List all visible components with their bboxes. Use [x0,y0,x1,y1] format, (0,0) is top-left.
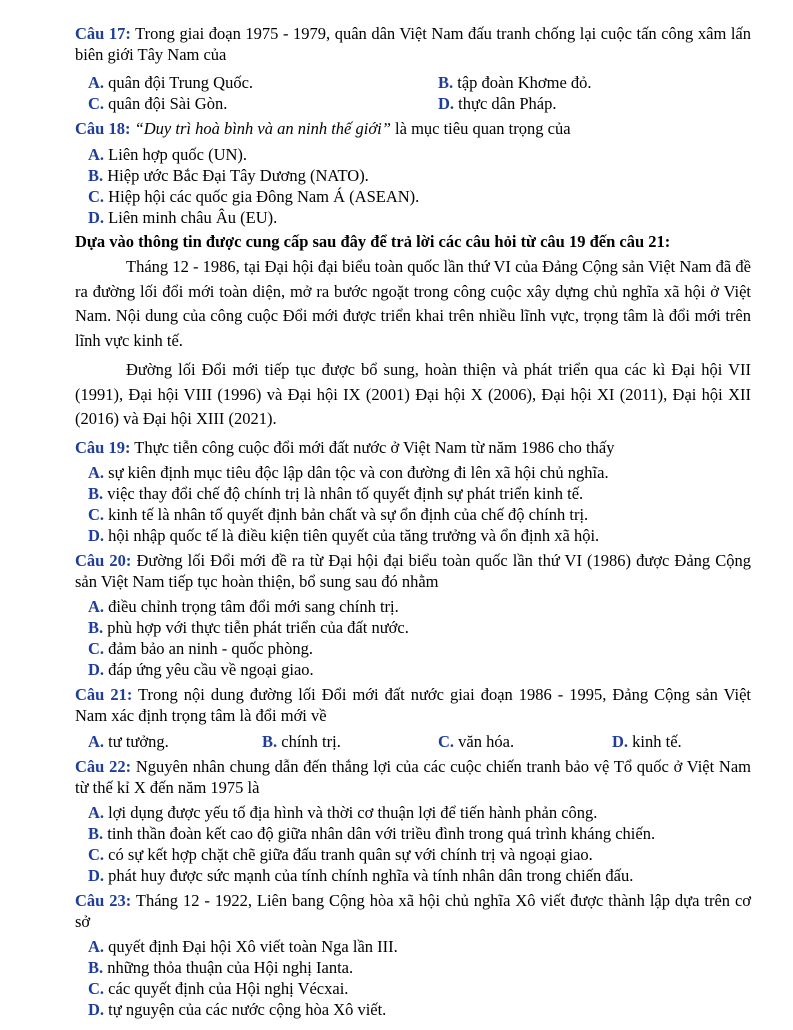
option-a: A. tư tưởng. [88,732,169,751]
question-text: Tháng 12 - 1922, Liên bang Cộng hòa xã hội chủ nghĩa Xô viết được thành lập dựa trên cơ sở [75,891,752,931]
question-20 [75,550,751,592]
option-c: C. Hiệp hội các quốc gia Đông Nam Á (ASEAN). [88,187,420,206]
question-label: Câu 18: [75,119,131,138]
option-b: B. việc thay đổi chế độ chính trị là nhân tố quyết định sự phát triển kinh tế. [88,484,584,503]
option-b: B. Hiệp ước Bắc Đại Tây Dương (NATO). [88,166,369,185]
option-c: C. kinh tế là nhân tố quyết định bản chất và sự ổn định của chế độ chính trị. [88,505,589,524]
option-c: C. đảm bảo an ninh - quốc phòng. [88,639,314,658]
option-a: A. quân đội Trung Quốc. [88,73,254,92]
question-22 [75,756,751,798]
question-text: Đường lối Đổi mới đề ra từ Đại hội đại biểu toàn quốc lần thứ VI (1986) được Đảng Cộng sản Việt Nam tiếp tục hoàn thiện, bổ sung sau đó nhằm [75,551,751,591]
option-d: D. phát huy được sức mạnh của tính chính nghĩa và tính nhân dân trong chiến đấu. [88,866,634,885]
question-label: Câu 23: [75,891,132,910]
question-label: Câu 21: [75,685,133,704]
question-text: Trong giai đoạn 1975 - 1979, quân dân Việt Nam đấu tranh chống lại cuộc tấn công xâm lấn biên giới Tây Nam của [75,24,751,64]
option-b: B. những thỏa thuận của Hội nghị Ianta. [88,958,354,977]
question-label: Câu 22: [75,757,132,776]
question-text: Thực tiễn công cuộc đổi mới đất nước ở Việt Nam từ năm 1986 cho thấy [134,438,615,457]
option-c: C. các quyết định của Hội nghị Vécxai. [88,979,349,998]
question-17 [75,23,751,65]
option-b: B. chính trị. [262,732,341,751]
option-d: D. thực dân Pháp. [438,94,557,113]
passage-paragraph-2: Đường lối Đổi mới tiếp tục được bổ sung, hoàn thiện và phát triển qua các kì Đại hội VII (1991), Đại hội VIII (1996) và Đại hội IX (2001) Đại hội X (2006), Đại hội XI (2011), Đại hội XII (2016) và Đại hội XIII (2021). [75,360,751,428]
passage-paragraph-1: Tháng 12 - 1986, tại Đại hội đại biểu toàn quốc lần thứ VI của Đảng Cộng sản Việt Nam đã đề ra đường lối đổi mới toàn diện, mở ra bước ngoặt trong công cuộc xây dựng chủ nghĩa xã hội ở Việt Nam. Nội dung của công cuộc Đổi mới được triển khai trên nhiều lĩnh vực, trọng tâm là đổi mới trên lĩnh vực kinh tế. [75,257,751,350]
option-a: A. điều chỉnh trọng tâm đổi mới sang chính trị. [88,597,399,616]
question-quote: “Duy trì hoà bình và an ninh thế giới” [134,119,391,138]
question-23 [75,890,751,932]
question-21 [75,684,751,726]
option-d: D. đáp ứng yêu cầu về ngoại giao. [88,660,314,679]
option-c: C. quân đội Sài Gòn. [88,94,228,113]
option-b: B. tập đoàn Khơme đỏ. [438,73,592,92]
option-d: D. Liên minh châu Âu (EU). [88,208,278,227]
option-d: D. tự nguyện của các nước cộng hòa Xô viết. [88,1000,387,1019]
option-c: C. có sự kết hợp chặt chẽ giữa đấu tranh quân sự với chính trị và ngoại giao. [88,845,593,864]
question-label: Câu 17: [75,24,131,43]
instruction-heading: Dựa vào thông tin được cung cấp sau đây để trả lời các câu hỏi từ câu 19 đến câu 21: [75,232,671,251]
question-label: Câu 19: [75,438,131,457]
option-c: C. văn hóa. [438,732,515,751]
option-a: A. Liên hợp quốc (UN). [88,145,248,164]
option-d: D. kinh tế. [612,732,682,751]
option-d: D. hội nhập quốc tế là điều kiện tiên quyết của tăng trưởng và ổn định xã hội. [88,526,600,545]
question-text: là mục tiêu quan trọng của [395,119,571,138]
question-18 [75,118,751,139]
question-label: Câu 20: [75,551,132,570]
option-a: A. quyết định Đại hội Xô viết toàn Nga lần III. [88,937,398,956]
option-a: A. lợi dụng được yếu tố địa hình và thời cơ thuận lợi để tiến hành phản công. [88,803,598,822]
option-a: A. sự kiên định mục tiêu độc lập dân tộc và con đường đi lên xã hội chủ nghĩa. [88,463,609,482]
question-text: Nguyên nhân chung dẫn đến thắng lợi của các cuộc chiến tranh bảo vệ Tổ quốc ở Việt Nam từ thế kỉ X đến năm 1975 là [75,757,752,797]
option-b: B. phù hợp với thực tiễn phát triển của đất nước. [88,618,409,637]
question-text: Trong nội dung đường lối Đổi mới đất nước giai đoạn 1986 - 1995, Đảng Cộng sản Việt Nam xác định trọng tâm là đổi mới về [75,685,751,725]
option-b: B. tinh thần đoàn kết cao độ giữa nhân dân với triều đình trong quá trình kháng chiến. [88,824,656,843]
question-19 [75,437,751,458]
